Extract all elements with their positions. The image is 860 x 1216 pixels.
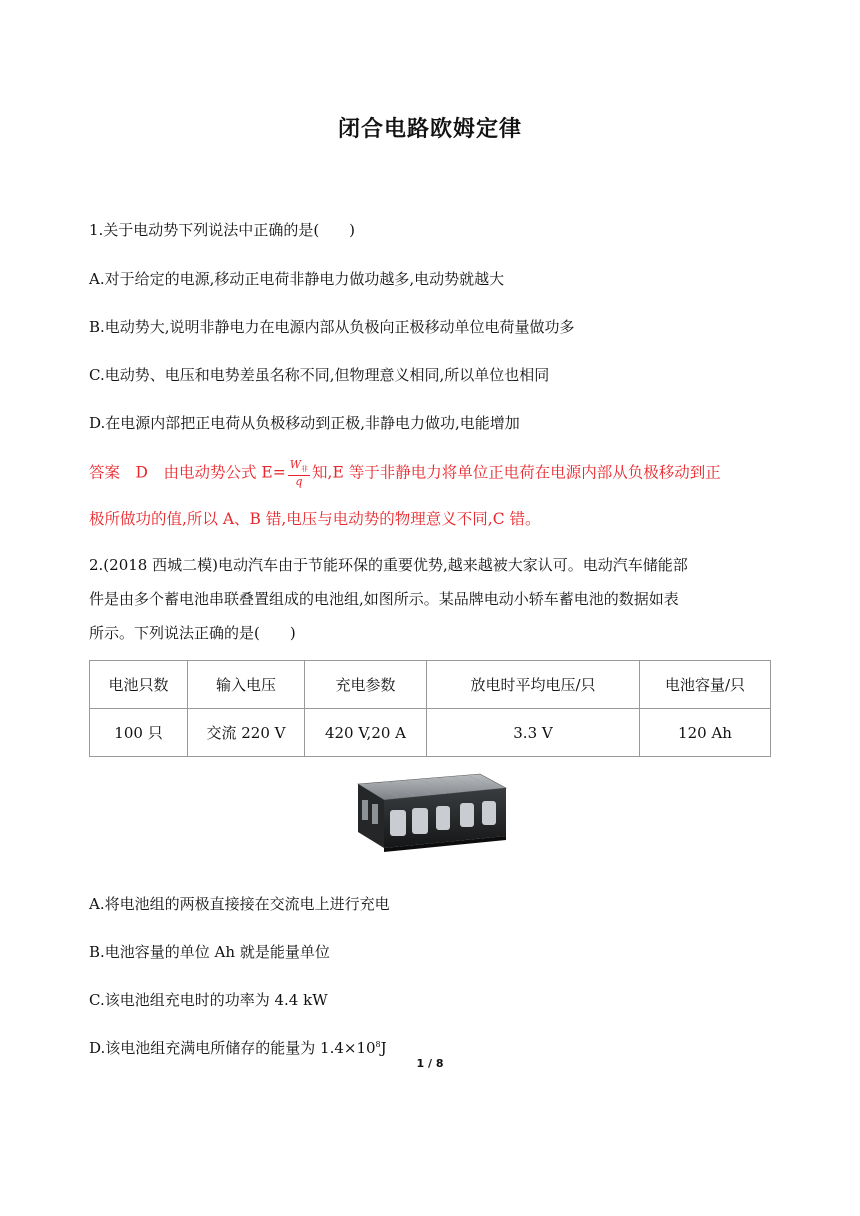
table-header-cell: 输入电压 — [188, 661, 305, 709]
table-cell: 420 V,20 A — [305, 709, 427, 757]
table-header-cell: 充电参数 — [305, 661, 427, 709]
table-header-cell: 放电时平均电压/只 — [427, 661, 640, 709]
answer-label: 答案 — [89, 463, 121, 482]
option-d-text: D.该电池组充满电所储存的能量为 1.4×10 — [89, 1039, 376, 1057]
table-header-cell: 电池只数 — [90, 661, 188, 709]
page-title: 闭合电路欧姆定律 — [337, 117, 522, 142]
question-1-answer — [89, 459, 721, 488]
answer-choice: D — [135, 463, 148, 482]
answer-formula-prefix: 由电动势公式 E= — [163, 463, 286, 482]
fraction-denominator: q — [295, 475, 303, 489]
table-cell: 100 只 — [90, 709, 188, 757]
battery-pack-image — [352, 770, 508, 866]
question-2-option-b: B.电池容量的单位 Ah 就是能量单位 — [89, 943, 330, 961]
page-number: 1 / 8 — [416, 1057, 444, 1070]
question-1-option-c: C.电动势、电压和电势差虽名称不同,但物理意义相同,所以单位也相同 — [89, 366, 550, 384]
question-2-option-d — [89, 1037, 387, 1058]
option-d-exponent: 8 — [375, 1040, 381, 1049]
formula-fraction — [288, 459, 310, 488]
question-1-answer-line2: 极所做功的值,所以 A、B 错,电压与电动势的物理意义不同,C 错。 — [89, 510, 541, 528]
question-2-stem-line3: 所示。下列说法正确的是( ) — [89, 624, 296, 642]
question-1-stem: 1.关于电动势下列说法中正确的是( ) — [89, 221, 356, 239]
table-row — [90, 709, 771, 757]
question-2-option-a: A.将电池组的两极直接接在交流电上进行充电 — [89, 895, 390, 913]
table-cell: 3.3 V — [427, 709, 640, 757]
fraction-numerator-subscript: 非 — [301, 465, 309, 474]
table-cell: 交流 220 V — [188, 709, 305, 757]
question-1-option-a: A.对于给定的电源,移动正电荷非静电力做功越多,电动势就越大 — [89, 270, 505, 288]
battery-data-table — [89, 660, 771, 757]
question-1-option-d: D.在电源内部把正电荷从负极移动到正极,非静电力做功,电能增加 — [89, 414, 520, 432]
table-header-row — [90, 661, 771, 709]
option-d-unit: J — [380, 1039, 387, 1057]
table-header-cell: 电池容量/只 — [640, 661, 771, 709]
fraction-numerator: W — [289, 458, 302, 471]
answer-text: 知,E 等于非静电力将单位正电荷在电源内部从负极移动到正 — [312, 463, 721, 482]
table-cell: 120 Ah — [640, 709, 771, 757]
question-2-stem-line1: 2.(2018 西城二模)电动汽车由于节能环保的重要优势,越来越被大家认可。电动汽车储能部 — [89, 556, 688, 574]
question-1-option-b: B.电动势大,说明非静电力在电源内部从负极向正极移动单位电荷量做功多 — [89, 318, 575, 336]
question-2-option-c: C.该电池组充电时的功率为 4.4 kW — [89, 991, 328, 1009]
question-2-stem-line2: 件是由多个蓄电池串联叠置组成的电池组,如图所示。某品牌电动小轿车蓄电池的数据如表 — [89, 590, 679, 608]
